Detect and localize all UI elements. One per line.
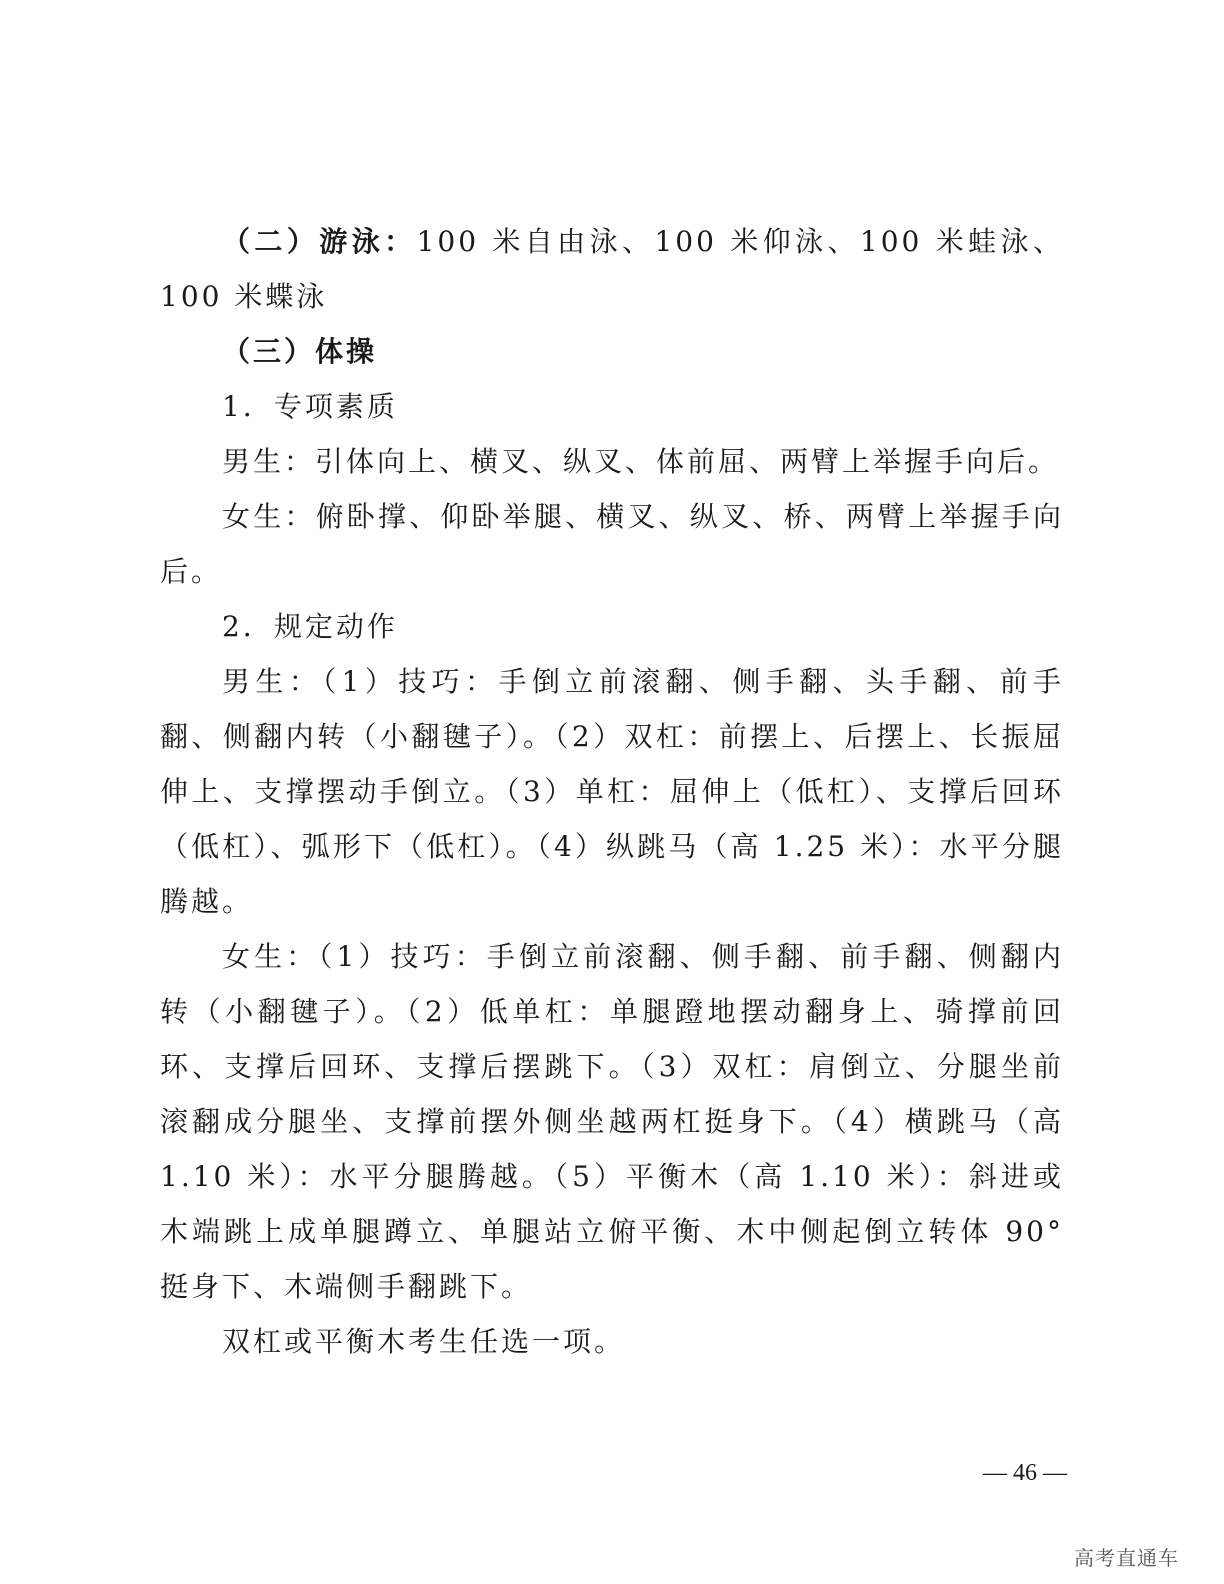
paragraph-text: 女生：俯卧撑、仰卧举腿、横叉、纵叉、桥、两臂上举握手向后。 (160, 500, 1064, 588)
paragraph-text: 1．专项素质 (222, 390, 398, 423)
document-body (160, 214, 1064, 1369)
watermark: 高考直通车 (1074, 1546, 1179, 1570)
paragraph-text: 100 米自由泳、100 米仰泳、100 米蛙泳、100 米蝶泳 (160, 225, 1064, 313)
paragraph-required-moves-female (160, 929, 1064, 1314)
page-number: — 46 — (983, 1460, 1067, 1486)
paragraph-choice-note (160, 1314, 1064, 1369)
paragraph-gymnastics-heading (160, 324, 1064, 379)
paragraph-text: 2．规定动作 (222, 610, 398, 643)
paragraph-text: 女生：（1）技巧：手倒立前滚翻、侧手翻、前手翻、侧翻内转（小翻毽子）。（2）低单杠：单腿蹬地摆动翻身上、骑撑前回环、支撑后回环、支撑后摆跳下。（3）双杠：肩倒立、分腿坐前滚翻成分腿坐、支撑前摆外侧坐越两杠挺身下。（4）横跳马（高 1.10 米）：水平分腿腾越。（5）平衡木（高 1.10 米）：斜进或木端跳上成单腿蹲立、单腿站立俯平衡、木中侧起倒立转体 90°挺身下、木端侧手翻跳下。 (160, 940, 1064, 1303)
paragraph-required-moves-title (160, 599, 1064, 654)
section-heading-swimming: （二）游泳： (222, 225, 417, 258)
paragraph-required-moves-male (160, 654, 1064, 929)
paragraph-text: 男生：引体向上、横叉、纵叉、体前屈、两臂上举握手向后。 (222, 445, 1060, 478)
paragraph-text: 男生：（1）技巧：手倒立前滚翻、侧手翻、头手翻、前手翻、侧翻内转（小翻毽子）。（2）双杠：前摆上、后摆上、长振屈伸上、支撑摆动手倒立。（3）单杠：屈伸上（低杠）、支撑后回环（低杠）、弧形下（低杠）。（4）纵跳马（高 1.25 米）：水平分腿腾越。 (160, 665, 1064, 918)
paragraph-special-quality-male (160, 434, 1064, 489)
paragraph-text: 双杠或平衡木考生任选一项。 (222, 1325, 626, 1358)
section-heading-gymnastics: （三）体操 (222, 335, 378, 368)
paragraph-special-quality-title (160, 379, 1064, 434)
paragraph-swimming (160, 214, 1064, 324)
paragraph-special-quality-female (160, 489, 1064, 599)
